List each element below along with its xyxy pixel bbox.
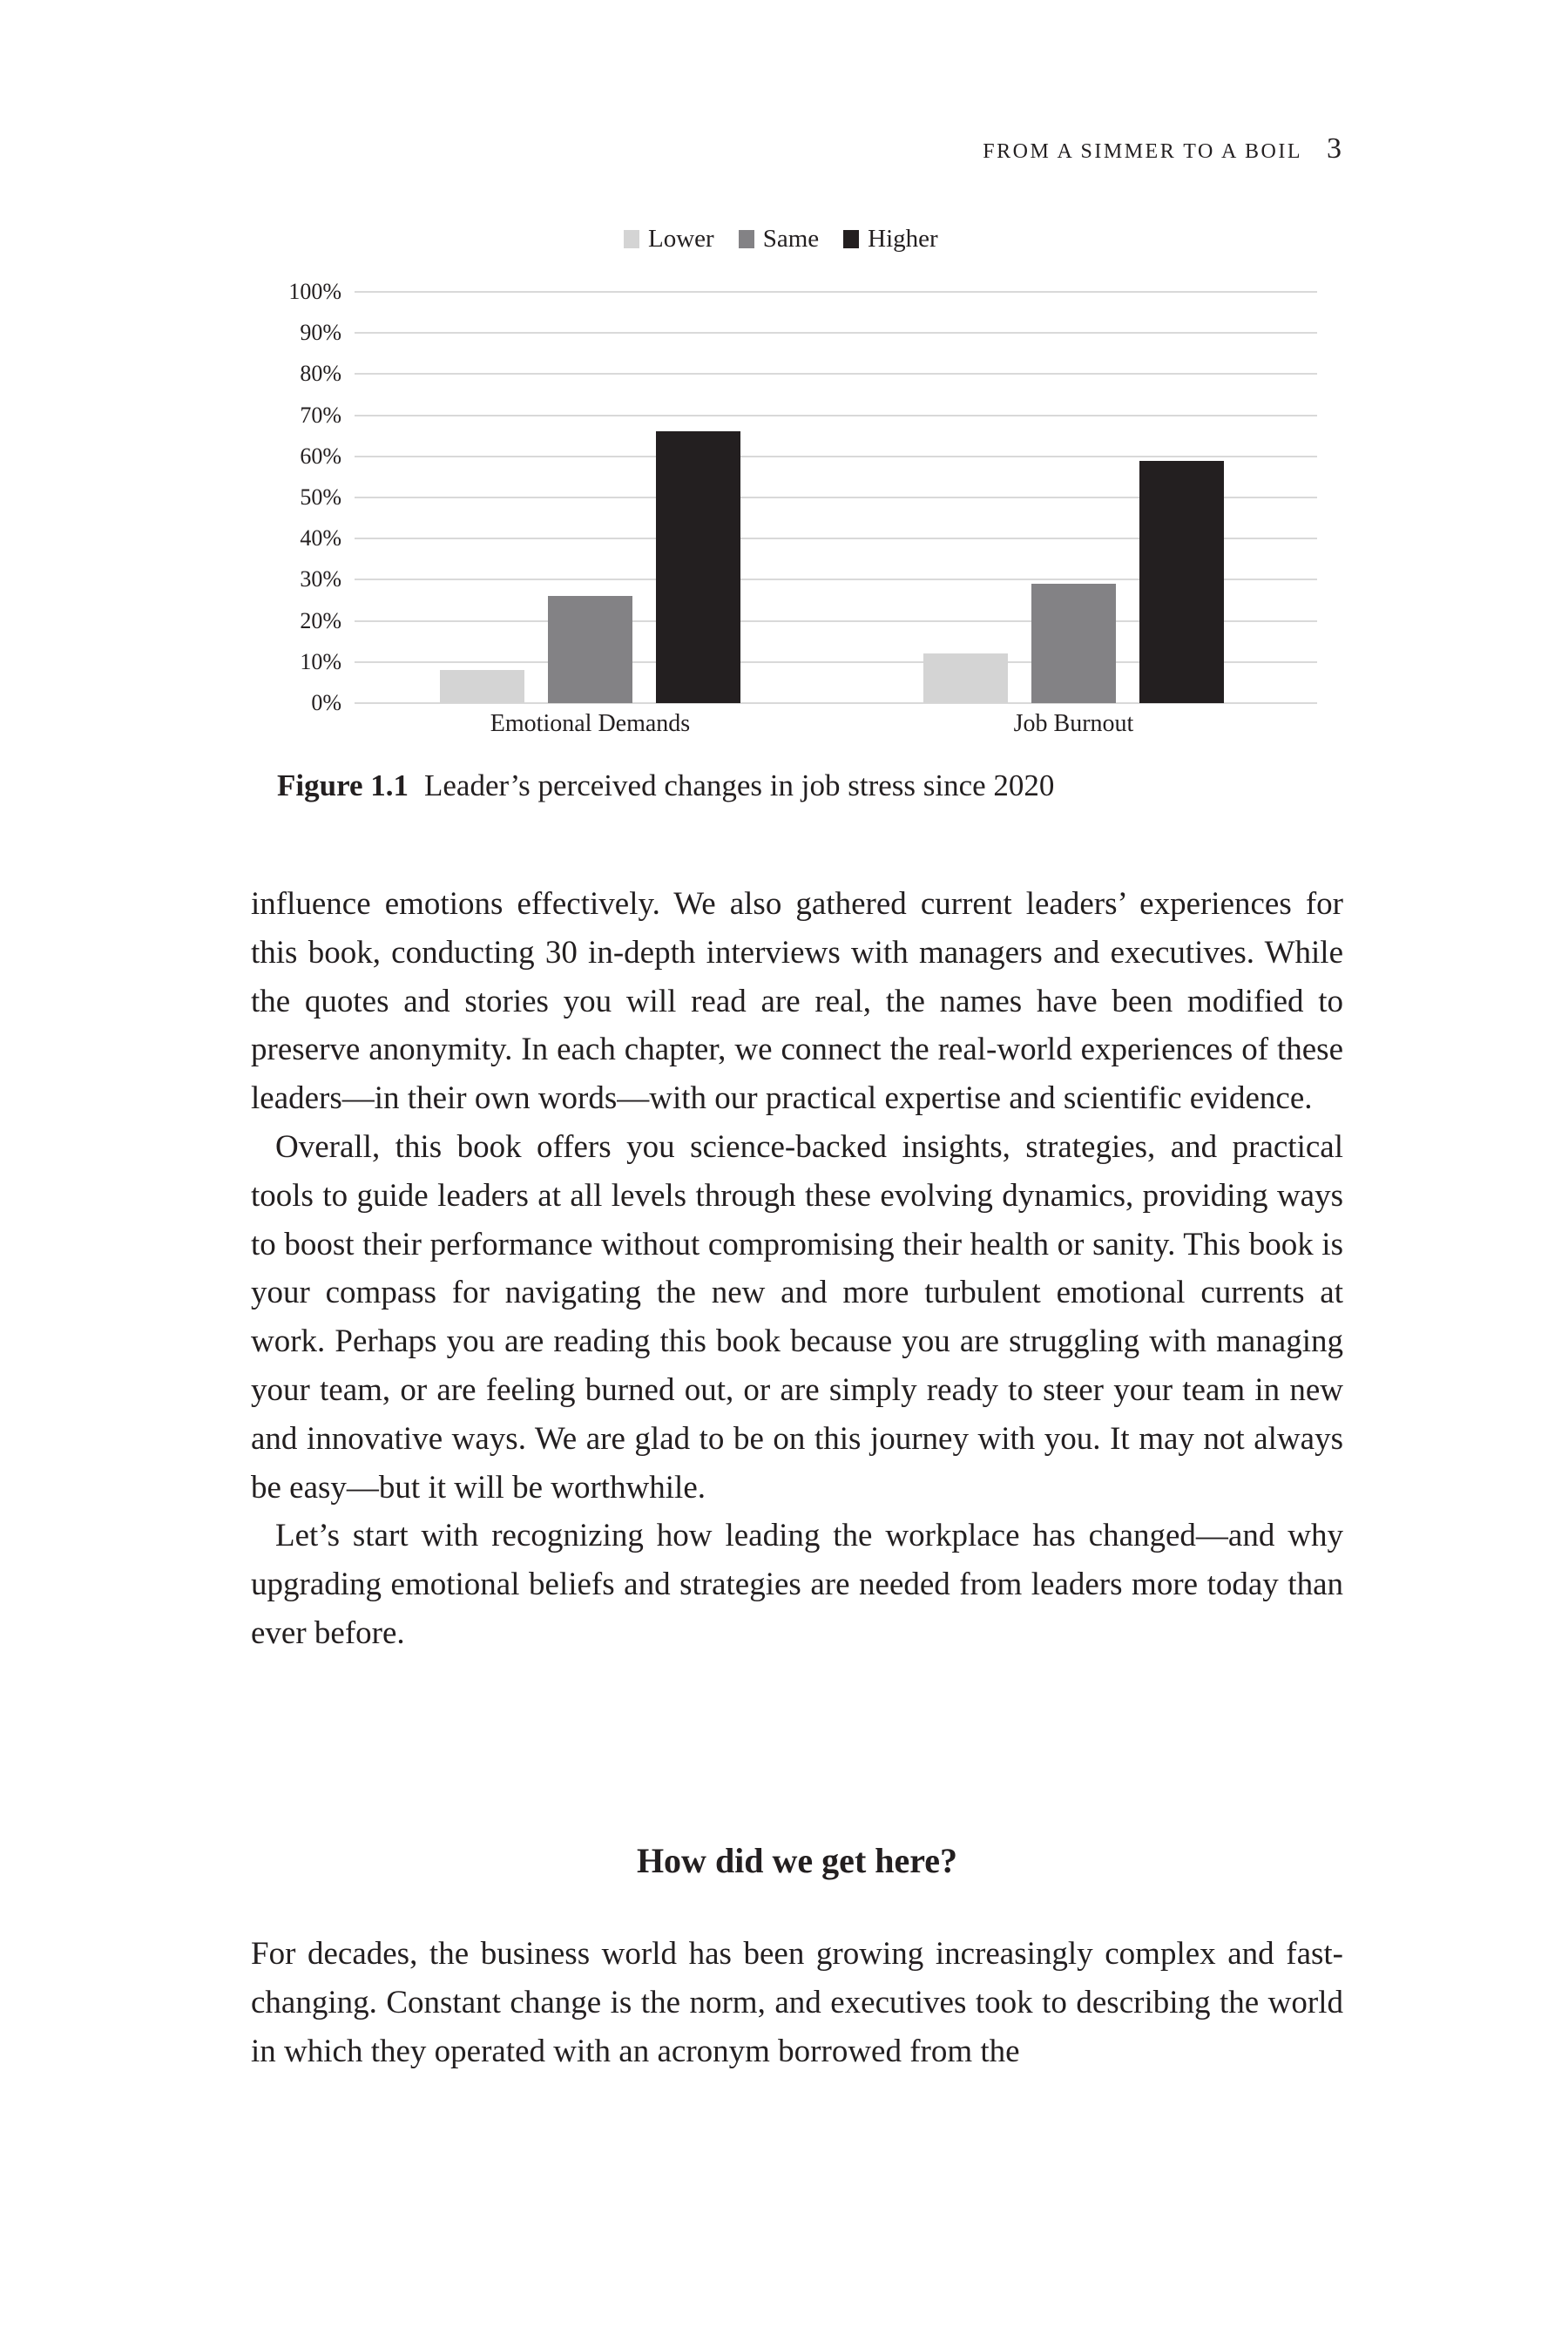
running-head-title: FROM A SIMMER TO A BOIL (983, 140, 1302, 163)
legend-item-same (739, 225, 819, 254)
y-tick-label: 40% (300, 525, 341, 552)
y-tick-label: 30% (300, 566, 341, 592)
y-tick-label: 0% (311, 690, 341, 715)
paragraph: Overall, this book offers you science-backed insights, strategies, and practical tools to guide leaders at all levels through these evolving dynamics, providing ways to boost their performance without compromising their health or sanity. This book is your compass for navigating the new and more turbulent emotional currents at work. Perhaps you are reading this book because you are struggling with managing your team, or are feeling burned out, or are simply ready to steer your team in new and innovative ways. We are glad to be on this journey with you. It may not always be easy—but it will be worthwhile. (251, 1128, 1343, 1506)
section-heading: How did we get here? (636, 1841, 958, 1880)
gridline (355, 456, 1317, 457)
gridline (355, 373, 1317, 375)
gridline (355, 291, 1317, 293)
legend-item-higher (843, 225, 938, 254)
x-category-label: Emotional Demands (490, 710, 691, 737)
legend-swatch-same (739, 230, 754, 248)
bar-lower (923, 653, 1008, 703)
figure-caption-text: Leader’s perceived changes in job stress since 2020 (424, 768, 1055, 802)
y-tick-label: 90% (300, 320, 341, 346)
bar-same (548, 596, 632, 703)
bar-chart (261, 279, 1324, 767)
legend-item-lower (624, 225, 714, 254)
y-tick-label: 50% (300, 484, 341, 510)
legend-swatch-higher (843, 230, 859, 248)
y-tick-label: 80% (300, 361, 341, 387)
x-category-label: Job Burnout (1013, 710, 1134, 737)
paragraph: influence emotions effectively. We also gathered current leaders’ experiences for this book, conducting 30 in-depth interviews with managers and executives. While the quotes and stories you will read are real, the names have been modified to preserve anonymity. In each chapter, we connect the real-world experiences of these leaders—in their own words—with our practical expertise and scientific evidence. (251, 886, 1343, 1117)
legend-label: Lower (648, 225, 714, 253)
y-tick-label: 10% (300, 648, 341, 674)
y-tick-label: 20% (300, 607, 341, 633)
legend-label: Same (762, 225, 820, 253)
section-body (251, 1930, 1343, 2075)
chart-legend (624, 225, 938, 254)
figure-caption (277, 768, 1054, 803)
bar-lower (440, 670, 524, 703)
legend-label: Higher (868, 225, 938, 253)
running-head (983, 132, 1343, 166)
page-number: 3 (1327, 132, 1343, 165)
bar-same (1031, 584, 1116, 703)
figure-label: Figure 1.1 (277, 768, 409, 802)
bar-higher (1139, 461, 1224, 703)
paragraph: For decades, the business world has been growing increasingly complex and fast-changing. Constant change is the norm, and executives took to describing the world in which they operated with an acronym borrowed from the (251, 1936, 1343, 2069)
y-tick-label: 60% (300, 443, 341, 469)
legend-swatch-lower (624, 230, 639, 248)
paragraph: Let’s start with recognizing how leading the workplace has changed—and why upgrading emotional beliefs and strategies are needed from leaders more today than ever before. (251, 1518, 1343, 1651)
bar-higher (656, 431, 740, 703)
y-tick-label: 70% (300, 402, 341, 428)
gridline (355, 332, 1317, 334)
body-text (251, 880, 1343, 1658)
gridline (355, 415, 1317, 416)
y-tick-label: 100% (288, 279, 341, 304)
